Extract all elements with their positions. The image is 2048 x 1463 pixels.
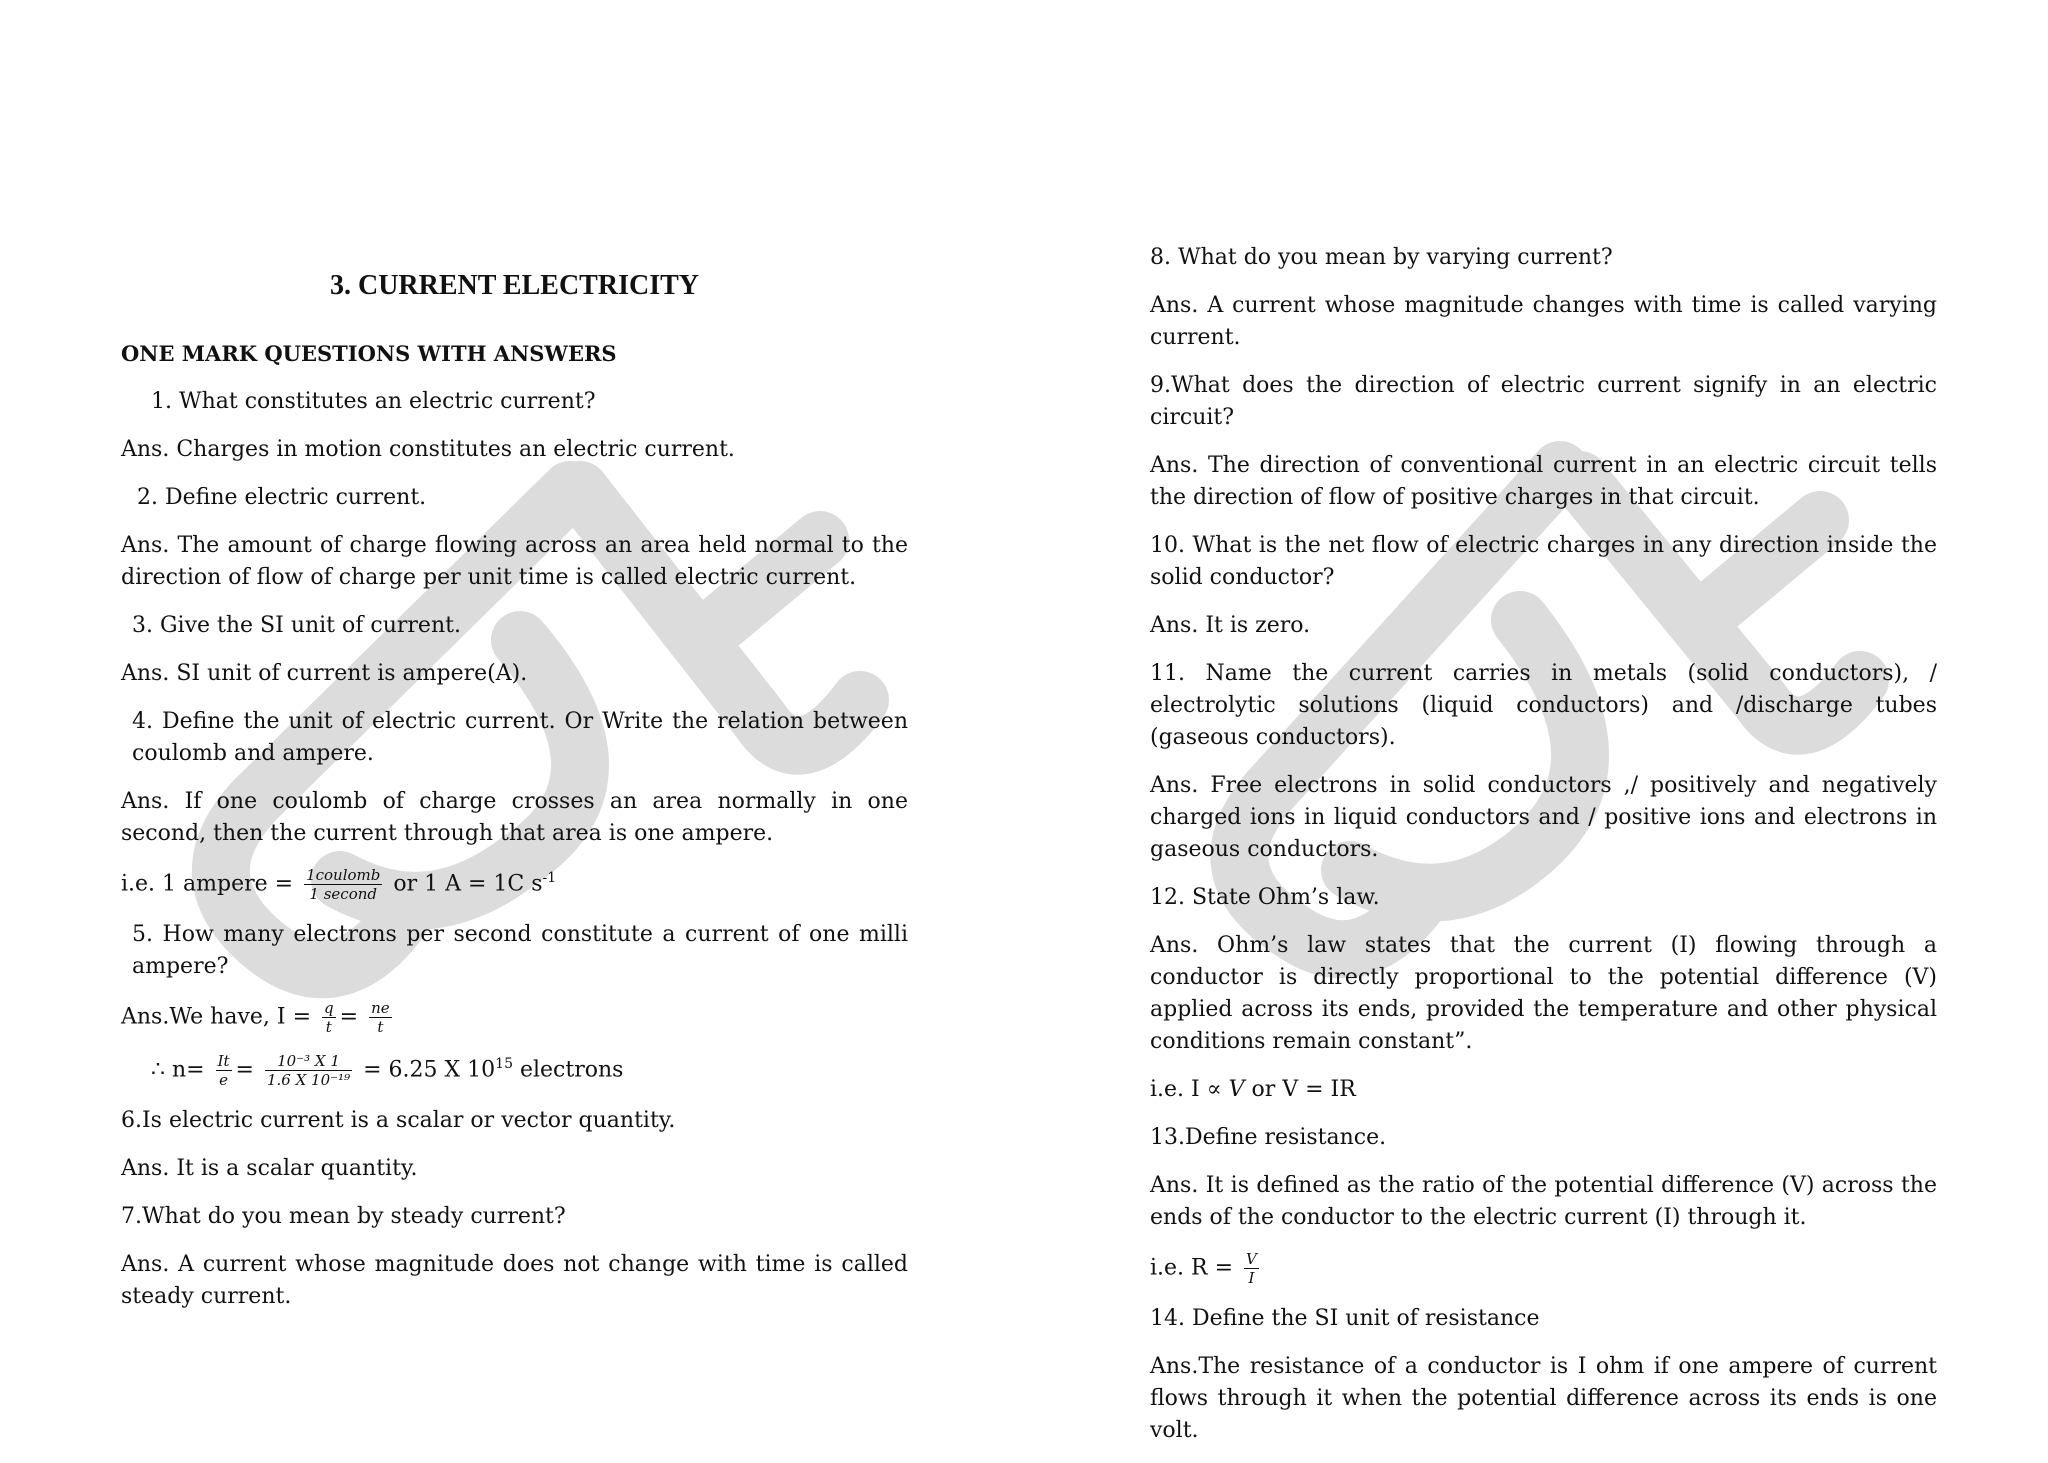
question-14: 14. Define the SI unit of resistance [1150,1306,1540,1331]
fraction-numerator: 1coulomb [306,866,381,884]
answer-3: Ans. SI unit of current is ampere(A). [121,661,528,686]
formula-prefix: i.e. I ∝ [1150,1077,1229,1102]
question-6: 6.Is electric current is a scalar or vector quantity. [121,1108,676,1133]
fraction-denominator: 1 second [309,885,378,903]
formula-prefix: Ans.We have, I = [121,1004,312,1030]
question-3: 3. Give the SI unit of current. [132,613,461,638]
equals-sign: = [235,1057,254,1083]
answer-9: Ans. The direction of conventional current in an electric circuit tells the direction of flow of positive charges in that circuit. [1150,453,1937,510]
section-heading: ONE MARK QUESTIONS WITH ANSWERS [121,341,617,366]
answer-7: Ans. A current whose magnitude does not change with time is called steady current. [121,1252,908,1309]
answer-12: Ans. Ohm’s law states that the current (I) flowing through a conductor is directly proportional to the potential difference (V) applied across its ends, provided the temperature and other physical conditions remain constant”. [1150,933,1937,1054]
left-column [121,270,908,1329]
equals-sign: = [339,1004,359,1030]
question-10: 10. What is the net flow of electric charges in any direction inside the solid conductor? [1150,533,1937,590]
fraction-numerator: ne [371,999,390,1017]
fraction-denominator: I [1248,1269,1255,1287]
answer-12-formula [1150,1074,1937,1106]
question-5: 5. How many electrons per second constitute a current of one milli ampere? [132,922,908,979]
formula-suffix: or 1 A = 1C s [393,871,543,897]
question-9: 9.What does the direction of electric current signify in an electric circuit? [1150,373,1937,430]
question-13: 13.Define resistance. [1150,1125,1387,1150]
formula-suffix: or V = IR [1244,1077,1356,1102]
answer-4: Ans. If one coulomb of charge crosses an area normally in one second, then the current through that area is one ampere. [121,789,908,846]
question-1: 1. What constitutes an electric current? [151,389,596,414]
right-column [1150,242,1937,1463]
fraction-denominator: t [377,1018,384,1036]
question-2: 2. Define electric current. [137,485,427,510]
answer-13-formula [1150,1250,1937,1287]
answer-14: Ans.The resistance of a conductor is I ohm if one ampere of current flows through it when the potential difference across its ends is one volt. [1150,1354,1937,1443]
answer-8: Ans. A current whose magnitude changes with time is called varying current. [1150,293,1937,350]
question-11: 11. Name the current carries in metals (solid conductors), / electrolytic solutions (liquid conductors) and /discharge tubes (gaseous conductors). [1150,661,1937,750]
answer-13: Ans. It is defined as the ratio of the potential difference (V) across the ends of the conductor to the electric current (I) through it. [1150,1173,1937,1230]
question-12: 12. State Ohm’s law. [1150,885,1380,910]
formula-unit: electrons [512,1057,624,1083]
question-7: 7.What do you mean by steady current? [121,1204,566,1229]
fraction [369,999,392,1036]
answer-6: Ans. It is a scalar quantity. [121,1156,418,1181]
question-8: 8. What do you mean by varying current? [1150,245,1613,270]
fraction-denominator: t [325,1018,332,1036]
fraction [216,1052,232,1089]
fraction [265,1052,352,1089]
answer-5-line-2 [121,1052,908,1089]
formula-prefix: i.e. 1 ampere = [121,871,294,897]
formula-prefix: i.e. R = [1150,1255,1234,1281]
fraction-numerator: q [324,999,334,1017]
formula-result: = 6.25 X 10 [363,1057,496,1083]
answer-4-formula [121,866,908,903]
fraction [304,866,382,903]
fraction-denominator: 1.6 X 10⁻¹⁹ [266,1071,351,1089]
formula-variable: V [1228,1077,1245,1102]
fraction-numerator: 10⁻³ X 1 [265,1052,352,1071]
fraction [1244,1250,1259,1287]
fraction-numerator: V [1246,1250,1257,1268]
answer-1: Ans. Charges in motion constitutes an electric current. [121,437,735,462]
answer-5-line-1 [121,999,908,1036]
fraction [322,999,336,1036]
formula-superscript: 15 [495,1056,513,1073]
formula-superscript: -1 [542,870,557,887]
answer-11: Ans. Free electrons in solid conductors ,/ positively and negatively charged ions in liquid conductors and / positive ions and electrons in gaseous conductors. [1150,773,1937,862]
fraction-denominator: e [219,1071,229,1089]
page-title: 3. CURRENT ELECTRICITY [329,270,699,301]
fraction-numerator: It [217,1052,230,1070]
answer-10: Ans. It is zero. [1150,613,1311,638]
answer-2: Ans. The amount of charge flowing across an area held normal to the direction of flow of charge per unit time is called electric current. [121,533,908,590]
formula-prefix: ∴ n= [151,1057,205,1083]
question-4: 4. Define the unit of electric current. Or Write the relation between coulomb and ampere. [132,709,908,766]
